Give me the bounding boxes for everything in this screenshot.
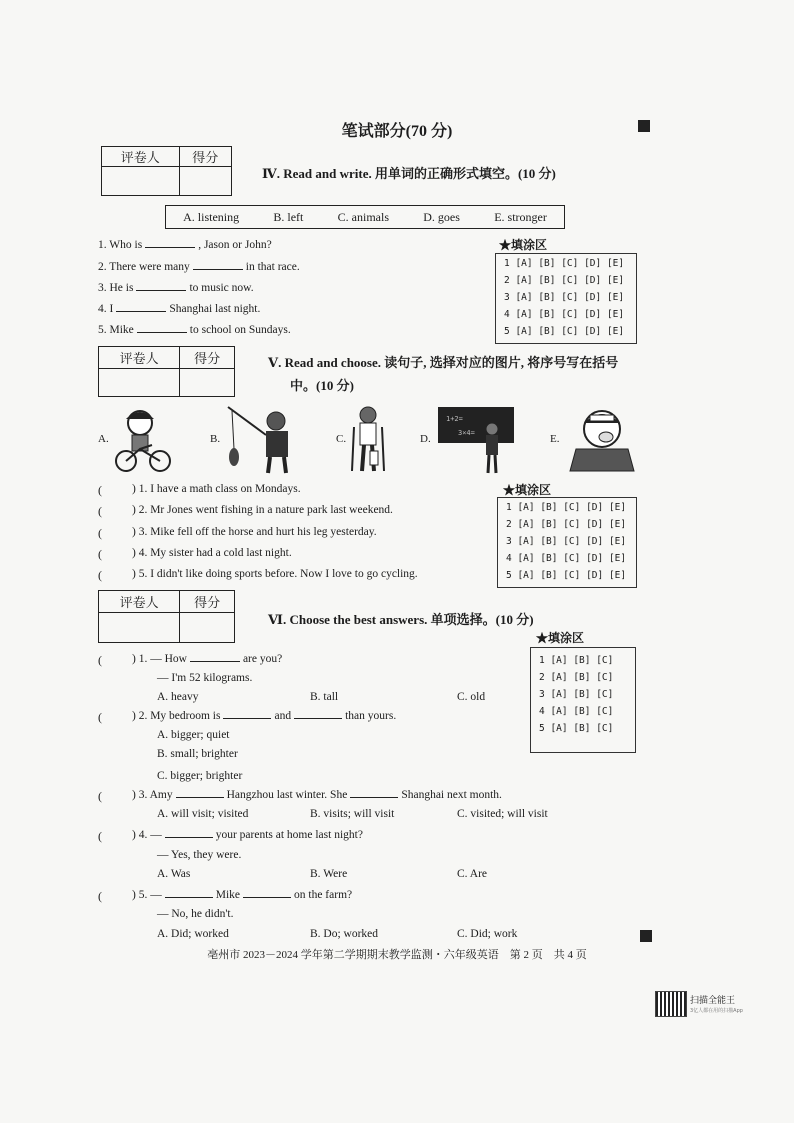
fill-row[interactable]: 3 [A] [B] [C] [D] [E] — [504, 292, 625, 303]
answer-paren[interactable]: ( — [98, 483, 102, 497]
picture-crutches — [348, 405, 388, 475]
question-reply: — Yes, they were. — [157, 849, 242, 861]
question: ) 2. My bedroom is and than yours. — [132, 710, 397, 722]
answer-paren[interactable]: ( — [98, 889, 102, 903]
section5-heading: Ⅴ. Read and choose. 读句子, 选择对应的图片, 将序号写在括号 — [268, 355, 619, 370]
grader-cell[interactable] — [99, 613, 180, 643]
option-a[interactable]: A. bigger; quiet — [157, 729, 230, 741]
word-option: D. goes — [423, 209, 460, 224]
svg-text:1+2=: 1+2= — [446, 415, 463, 423]
answer-blank[interactable] — [116, 311, 166, 312]
picture-label: D. — [420, 433, 431, 445]
question: ) 5. I didn't like doing sports before. Now I love to go cycling. — [132, 568, 418, 580]
option-b[interactable]: B. small; brighter — [157, 748, 238, 760]
scanner-app-tagline: 3亿人都在用的扫描App — [690, 1008, 743, 1014]
fill-row[interactable]: 5 [A] [B] [C] [D] [E] — [506, 570, 627, 581]
picture-fishing — [226, 405, 296, 475]
fill-row[interactable]: 4 [A] [B] [C] [D] [E] — [506, 553, 627, 564]
picture-label: B. — [210, 433, 221, 445]
question: ) 1. I have a math class on Mondays. — [132, 483, 301, 495]
picture-label: A. — [98, 433, 109, 445]
picture-label: C. — [336, 433, 347, 445]
option-a[interactable]: A. Did; worked — [157, 928, 229, 940]
question-reply: — I'm 52 kilograms. — [157, 672, 253, 684]
option-a[interactable]: A. heavy — [157, 691, 199, 703]
scanner-app-name: 扫描全能王 — [690, 996, 736, 1006]
corner-mark — [638, 120, 650, 132]
option-c[interactable]: C. Are — [457, 868, 488, 880]
answer-paren[interactable]: ( — [98, 653, 102, 667]
picture-sick — [566, 403, 638, 473]
option-b[interactable]: B. visits; will visit — [310, 808, 395, 820]
svg-text:3×4=: 3×4= — [458, 429, 475, 437]
answer-paren[interactable]: ( — [98, 710, 102, 724]
fill-row[interactable]: 2 [A] [B] [C] [D] [E] — [506, 519, 627, 530]
question: 1. Who is , Jason or John? — [98, 239, 272, 251]
fill-row[interactable]: 2 [A] [B] [C] — [539, 672, 614, 683]
fill-row[interactable]: 3 [A] [B] [C] — [539, 689, 614, 700]
answer-blank[interactable] — [145, 247, 195, 248]
answer-blank[interactable] — [223, 718, 271, 719]
qr-code-icon — [655, 991, 687, 1017]
question-reply: — No, he didn't. — [157, 908, 234, 920]
score-table — [98, 590, 235, 643]
score-table — [101, 146, 232, 196]
question: 3. He is to music now. — [98, 282, 254, 294]
word-bank — [165, 205, 565, 229]
answer-blank[interactable] — [190, 661, 240, 662]
picture-cyclist — [112, 405, 174, 475]
question: ) 3. Amy Hangzhou last winter. She Shanghai next month. — [132, 789, 502, 801]
answer-blank[interactable] — [136, 290, 186, 291]
grader-cell[interactable] — [99, 369, 180, 397]
score-label: 得分 — [180, 347, 235, 369]
answer-paren[interactable]: ( — [98, 547, 102, 561]
grader-label: 评卷人 — [102, 147, 180, 167]
corner-mark — [640, 930, 652, 942]
fill-row[interactable]: 4 [A] [B] [C] — [539, 706, 614, 717]
page-footer: 亳州市 2023－2024 学年第二学期期末教学监测・六年级英语 第 2 页 共 4 页 — [207, 949, 587, 961]
fill-row[interactable]: 1 [A] [B] [C] [D] [E] — [506, 502, 627, 513]
word-option: A. listening — [183, 209, 240, 224]
picture-label: E. — [550, 433, 560, 445]
word-option: E. stronger — [494, 209, 547, 224]
section5-heading-cont: 中。(10 分) — [290, 378, 354, 393]
option-a[interactable]: A. will visit; visited — [157, 808, 249, 820]
fill-area-title: ★填涂区 — [503, 483, 552, 497]
question: 2. There were many in that race. — [98, 261, 300, 273]
fill-row[interactable]: 5 [A] [B] [C] — [539, 723, 614, 734]
fill-row[interactable]: 2 [A] [B] [C] [D] [E] — [504, 275, 625, 286]
page-title: 笔试部分(70 分) — [341, 123, 453, 140]
score-cell[interactable] — [180, 613, 235, 643]
score-cell[interactable] — [180, 369, 235, 397]
answer-blank[interactable] — [294, 718, 342, 719]
answer-fill-box[interactable] — [495, 253, 637, 344]
word-option: B. left — [273, 209, 304, 224]
answer-blank[interactable] — [165, 897, 213, 898]
answer-blank[interactable] — [243, 897, 291, 898]
question: 5. Mike to school on Sundays. — [98, 324, 291, 336]
answer-paren[interactable]: ( — [98, 789, 102, 803]
answer-blank[interactable] — [193, 269, 243, 270]
answer-fill-box[interactable] — [530, 647, 636, 753]
section4-heading: Ⅳ. Read and write. 用单词的正确形式填空。(10 分) — [262, 166, 556, 181]
section6-heading: Ⅵ. Choose the best answers. 单项选择。(10 分) — [268, 612, 534, 627]
score-table — [98, 346, 235, 397]
answer-paren[interactable]: ( — [98, 526, 102, 540]
option-b[interactable]: B. Do; worked — [310, 928, 379, 940]
fill-row[interactable]: 3 [A] [B] [C] [D] [E] — [506, 536, 627, 547]
fill-area-title: ★填涂区 — [536, 631, 585, 645]
question: ) 3. Mike fell off the horse and hurt his leg yesterday. — [132, 526, 377, 538]
answer-paren[interactable]: ( — [98, 504, 102, 518]
question: 4. I Shanghai last night. — [98, 303, 261, 315]
option-c[interactable]: C. Did; work — [457, 928, 518, 940]
fill-row[interactable]: 1 [A] [B] [C] — [539, 655, 614, 666]
grader-label: 评卷人 — [99, 591, 180, 613]
score-label: 得分 — [179, 147, 231, 167]
answer-paren[interactable]: ( — [98, 829, 102, 843]
question: ) 4. My sister had a cold last night. — [132, 547, 292, 559]
picture-math-class — [436, 405, 516, 475]
word-option: C. animals — [337, 209, 389, 224]
option-c[interactable]: C. old — [457, 691, 486, 703]
grader-cell[interactable] — [102, 167, 180, 196]
option-c[interactable]: C. bigger; brighter — [157, 770, 243, 782]
option-b[interactable]: B. tall — [310, 691, 339, 703]
question: ) 5. — Mike on the farm? — [132, 889, 353, 901]
answer-blank[interactable] — [137, 332, 187, 333]
fill-row[interactable]: 1 [A] [B] [C] [D] [E] — [504, 258, 625, 269]
grader-label: 评卷人 — [99, 347, 180, 369]
answer-blank[interactable] — [165, 837, 213, 838]
option-a[interactable]: A. Was — [157, 868, 191, 880]
option-b[interactable]: B. Were — [310, 868, 348, 880]
answer-blank[interactable] — [176, 797, 224, 798]
fill-row[interactable]: 5 [A] [B] [C] [D] [E] — [504, 326, 625, 337]
question: ) 1. — How are you? — [132, 653, 283, 665]
question: ) 2. Mr Jones went fishing in a nature park last weekend. — [132, 504, 393, 516]
score-cell[interactable] — [179, 167, 231, 196]
answer-blank[interactable] — [350, 797, 398, 798]
answer-fill-box[interactable] — [497, 497, 637, 588]
fill-row[interactable]: 4 [A] [B] [C] [D] [E] — [504, 309, 625, 320]
fill-area-title: ★填涂区 — [499, 238, 548, 252]
answer-paren[interactable]: ( — [98, 568, 102, 582]
score-label: 得分 — [180, 591, 235, 613]
option-c[interactable]: C. visited; will visit — [457, 808, 548, 820]
question: ) 4. — your parents at home last night? — [132, 829, 363, 841]
